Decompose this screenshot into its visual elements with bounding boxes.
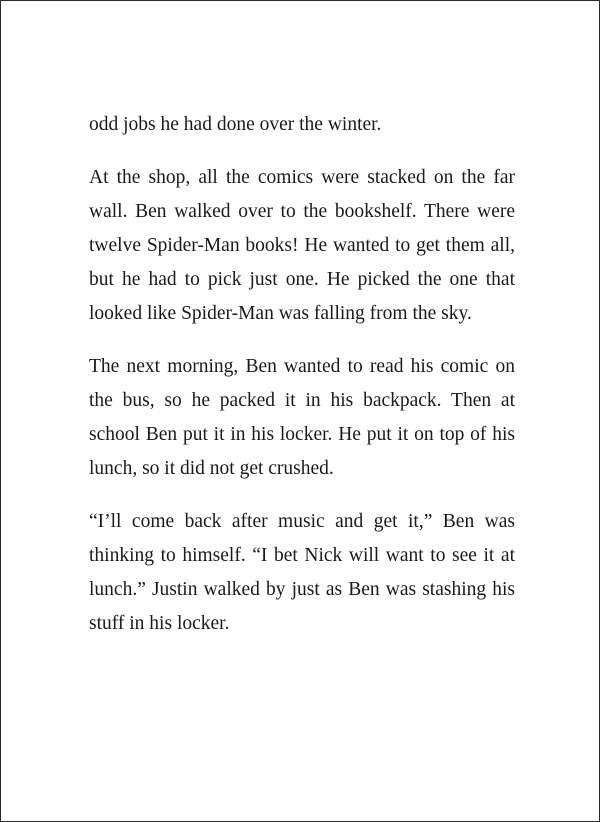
paragraph-2: At the shop, all the comics were stacked on the far wall. Ben walked over to the bookshelf. There were twelve Spider-Man books! He wanted to get them all, but he had to pick just one. He picked the one that looked like Spider-Man was falling from the sky. — [89, 167, 515, 324]
paragraph-1: odd jobs he had done over the winter. — [89, 114, 382, 135]
paragraph-3: The next morning, Ben wanted to read his comic on the bus, so he packed it in his backpack. Then at school Ben put it in his locker. He put it on top of his lunch, so it did not get crushed. — [89, 356, 515, 479]
page-text — [89, 108, 515, 641]
paragraph-4: “I’ll come back after music and get it,” Ben was thinking to himself. “I bet Nick will want to see it at lunch.” Justin walked by just as Ben was stashing his stuff in his locker. — [89, 511, 515, 634]
